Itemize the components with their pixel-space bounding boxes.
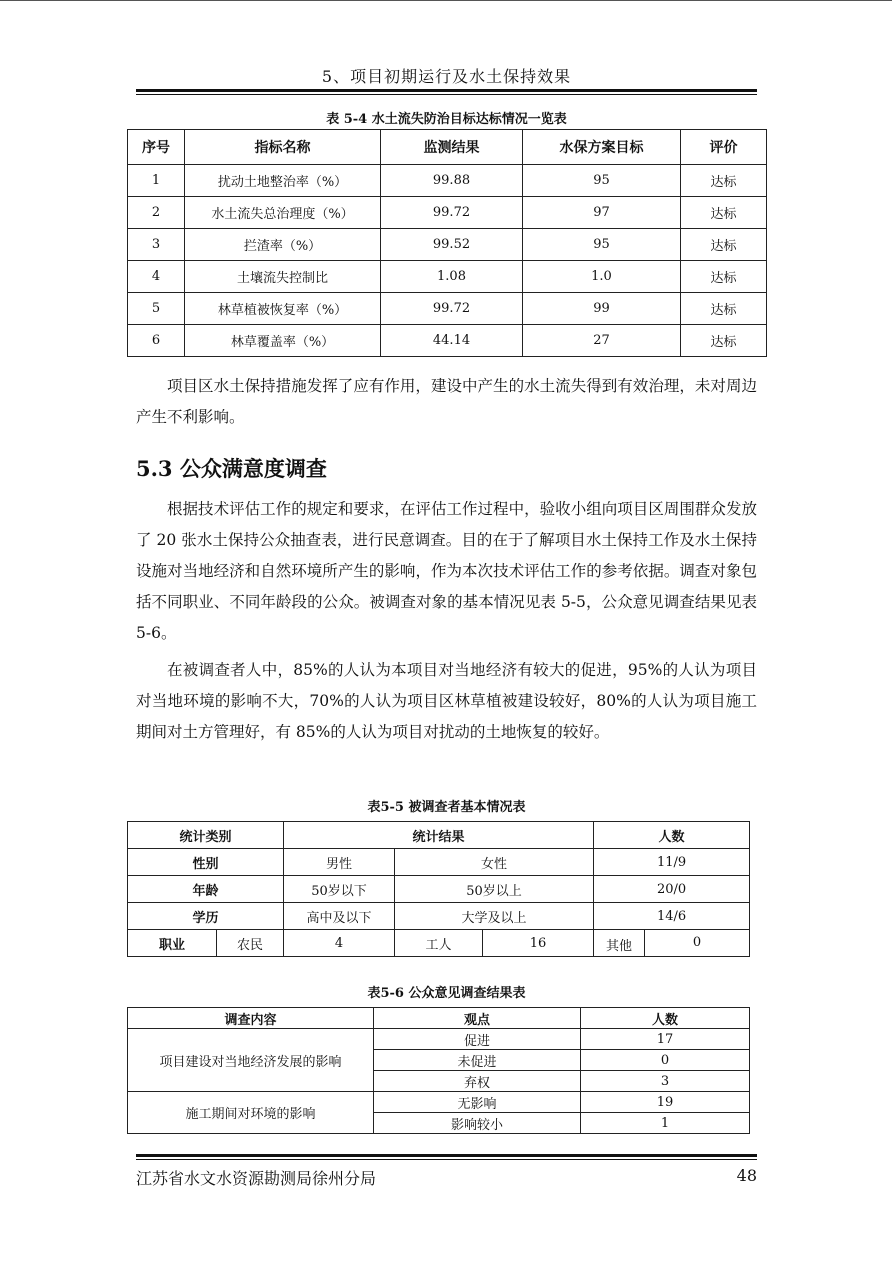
cell: 工人 <box>395 930 483 957</box>
cell: 0 <box>581 1050 750 1071</box>
chapter-header: 5、项目初期运行及水土保持效果 <box>321 67 572 86</box>
table-row <box>128 293 767 325</box>
col-header: 人数 <box>581 1008 750 1029</box>
cell: 高中及以下 <box>284 903 395 930</box>
cell: 3 <box>128 229 185 261</box>
cell: 95 <box>523 229 681 261</box>
cell: 促进 <box>374 1029 581 1050</box>
table-row <box>128 876 750 903</box>
cell: 拦渣率（%） <box>185 229 381 261</box>
paragraph-2 <box>136 494 757 649</box>
table-row <box>128 197 767 229</box>
col-header: 监测结果 <box>381 130 523 165</box>
cell: 达标 <box>681 261 767 293</box>
cell: 弃权 <box>374 1071 581 1092</box>
cell: 95 <box>523 165 681 197</box>
cell: 施工期间对环境的影响 <box>128 1092 374 1134</box>
cell: 土壤流失控制比 <box>185 261 381 293</box>
cell: 99.72 <box>381 197 523 229</box>
cell: 99.52 <box>381 229 523 261</box>
col-header: 人数 <box>594 822 750 849</box>
cell: 44.14 <box>381 325 523 357</box>
cell: 99.72 <box>381 293 523 325</box>
cell: 99 <box>523 293 681 325</box>
paragraph-3 <box>136 655 757 748</box>
table-row <box>128 849 750 876</box>
col-header: 序号 <box>128 130 185 165</box>
col-header: 评价 <box>681 130 767 165</box>
table-row <box>128 229 767 261</box>
cell: 未促进 <box>374 1050 581 1071</box>
cell: 达标 <box>681 165 767 197</box>
paragraph-text: 根据技术评估工作的规定和要求，在评估工作过程中，验收小组向项目区周围群众发放了 20 张水土保持公众抽查表，进行民意调查。目的在于了解项目水土保持工作及水土保持设施对当地经济和自然环境所产生的影响，作为本次技术评估工作的参考依据。调查对象包括不同职业、不同年龄段的公众。被调查对象的基本情况见表 5-5，公众意见调查结果见表 5-6。 <box>136 500 757 642</box>
table-row <box>128 1029 750 1050</box>
cell: 3 <box>581 1071 750 1092</box>
cell: 达标 <box>681 197 767 229</box>
cell: 11/9 <box>594 849 750 876</box>
paragraph-text: 在被调查者人中，85%的人认为本项目对当地经济有较大的促进，95%的人认为项目对当地环境的影响不大，70%的人认为项目区林草植被建设较好，80%的人认为项目施工期间对土方管理好，有 85%的人认为项目对扰动的土地恢复的较好。 <box>136 661 757 741</box>
cell: 林草覆盖率（%） <box>185 325 381 357</box>
cell: 5 <box>128 293 185 325</box>
cell: 男性 <box>284 849 395 876</box>
cell: 大学及以上 <box>395 903 594 930</box>
cell: 16 <box>483 930 594 957</box>
cell: 林草植被恢复率（%） <box>185 293 381 325</box>
footer-rule <box>136 1154 757 1160</box>
table-row <box>128 261 767 293</box>
cell: 6 <box>128 325 185 357</box>
table-row <box>128 325 767 357</box>
cell: 女性 <box>395 849 594 876</box>
cell: 1 <box>128 165 185 197</box>
col-header: 统计结果 <box>284 822 594 849</box>
cell-text: 其他 <box>606 939 633 954</box>
page-number: 48 <box>736 1166 757 1185</box>
cell: 1 <box>581 1113 750 1134</box>
paragraph-1 <box>136 371 757 433</box>
cell: 97 <box>523 197 681 229</box>
cell: 项目建设对当地经济发展的影响 <box>128 1029 374 1092</box>
cell: 扰动土地整治率（%） <box>185 165 381 197</box>
cell: 职业 <box>128 930 217 957</box>
col-header: 统计类别 <box>128 822 284 849</box>
col-header: 指标名称 <box>185 130 381 165</box>
header-rule <box>136 89 757 95</box>
paragraph-text: 项目区水土保持措施发挥了应有作用，建设中产生的水土流失得到有效治理，未对周边产生不利影响。 <box>136 377 757 426</box>
table-5-5-caption: 表5-5 被调查者基本情况表 <box>367 800 526 815</box>
cell: 1.08 <box>381 261 523 293</box>
table-5-6 <box>127 1007 750 1134</box>
table-row <box>128 903 750 930</box>
top-border <box>0 0 892 1</box>
cell: 19 <box>581 1092 750 1113</box>
cell: 水土流失总治理度（%） <box>185 197 381 229</box>
cell: 农民 <box>217 930 284 957</box>
cell: 14/6 <box>594 903 750 930</box>
table-row <box>128 930 750 957</box>
table-5-6-caption: 表5-6 公众意见调查结果表 <box>367 986 526 1001</box>
table-header-row <box>128 130 767 165</box>
cell <box>594 930 750 957</box>
table-row <box>128 1092 750 1113</box>
cell: 17 <box>581 1029 750 1050</box>
section-heading: 5.3 公众满意度调查 <box>136 456 327 481</box>
col-header: 观点 <box>374 1008 581 1029</box>
col-header: 水保方案目标 <box>523 130 681 165</box>
table-header-row <box>128 822 750 849</box>
table-5-4-caption: 表 5-4 水土流失防治目标达标情况一览表 <box>326 112 567 127</box>
cell: 达标 <box>681 229 767 261</box>
cell: 影响较小 <box>374 1113 581 1134</box>
cell: 4 <box>128 261 185 293</box>
cell: 达标 <box>681 325 767 357</box>
cell: 达标 <box>681 293 767 325</box>
table-5-5 <box>127 821 750 957</box>
cell: 50岁以下 <box>284 876 395 903</box>
cell: 性别 <box>128 849 284 876</box>
cell: 27 <box>523 325 681 357</box>
footer-organization: 江苏省水文水资源勘测局徐州分局 <box>136 1169 377 1188</box>
col-header: 调查内容 <box>128 1008 374 1029</box>
table-header-row <box>128 1008 750 1029</box>
table-row <box>128 165 767 197</box>
cell-text: 0 <box>644 930 749 956</box>
cell: 20/0 <box>594 876 750 903</box>
cell: 50岁以上 <box>395 876 594 903</box>
cell: 年龄 <box>128 876 284 903</box>
cell: 2 <box>128 197 185 229</box>
cell: 4 <box>284 930 395 957</box>
cell: 1.0 <box>523 261 681 293</box>
cell: 99.88 <box>381 165 523 197</box>
cell: 学历 <box>128 903 284 930</box>
cell: 无影响 <box>374 1092 581 1113</box>
table-5-4 <box>127 129 767 357</box>
